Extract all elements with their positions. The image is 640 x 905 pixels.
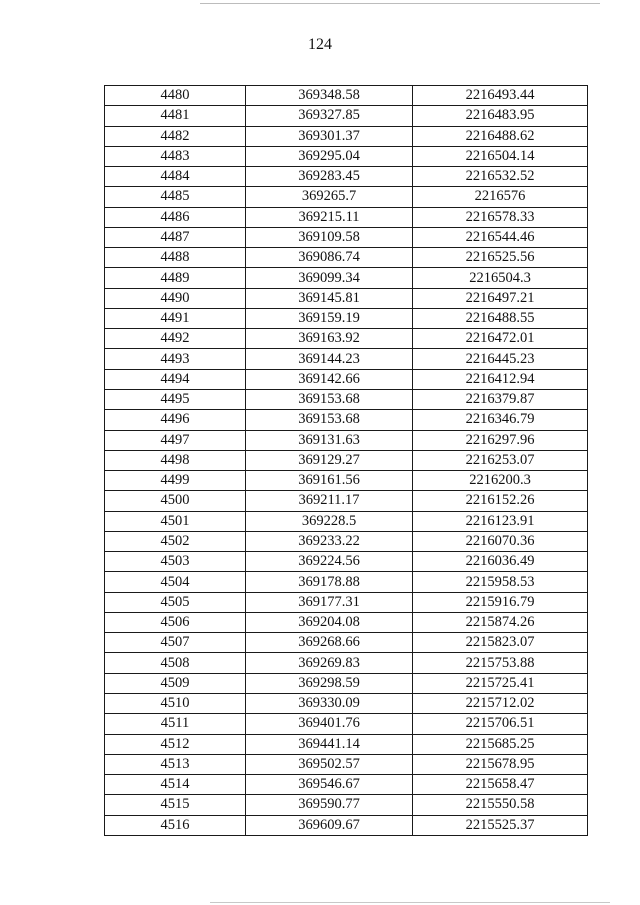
point-number-cell: 4491: [105, 308, 246, 328]
table-row: [105, 693, 588, 713]
point-number-cell: 4481: [105, 106, 246, 126]
y-coordinate-cell: 2216297.96: [413, 430, 588, 450]
point-number-cell: 4480: [105, 86, 246, 106]
point-number-cell: 4505: [105, 592, 246, 612]
point-number-cell: 4508: [105, 653, 246, 673]
x-coordinate-cell: 369086.74: [246, 248, 413, 268]
x-coordinate-cell: 369109.58: [246, 227, 413, 247]
x-coordinate-cell: 369441.14: [246, 734, 413, 754]
point-number-cell: 4490: [105, 288, 246, 308]
y-coordinate-cell: 2216532.52: [413, 167, 588, 187]
y-coordinate-cell: 2216346.79: [413, 410, 588, 430]
y-coordinate-cell: 2216488.55: [413, 308, 588, 328]
table-row: [105, 511, 588, 531]
y-coordinate-cell: 2216379.87: [413, 389, 588, 409]
table-row: [105, 207, 588, 227]
table-row: [105, 653, 588, 673]
table-row: [105, 815, 588, 835]
table-row: [105, 673, 588, 693]
x-coordinate-cell: 369401.76: [246, 714, 413, 734]
table-row: [105, 329, 588, 349]
point-number-cell: 4497: [105, 430, 246, 450]
x-coordinate-cell: 369178.88: [246, 572, 413, 592]
x-coordinate-cell: 369228.5: [246, 511, 413, 531]
x-coordinate-cell: 369142.66: [246, 369, 413, 389]
point-number-cell: 4482: [105, 126, 246, 146]
y-coordinate-cell: 2215712.02: [413, 693, 588, 713]
x-coordinate-cell: 369295.04: [246, 146, 413, 166]
x-coordinate-cell: 369590.77: [246, 795, 413, 815]
table-row: [105, 795, 588, 815]
point-number-cell: 4493: [105, 349, 246, 369]
point-number-cell: 4501: [105, 511, 246, 531]
y-coordinate-cell: 2215685.25: [413, 734, 588, 754]
y-coordinate-cell: 2215916.79: [413, 592, 588, 612]
x-coordinate-cell: 369144.23: [246, 349, 413, 369]
table-row: [105, 106, 588, 126]
x-coordinate-cell: 369224.56: [246, 552, 413, 572]
point-number-cell: 4506: [105, 612, 246, 632]
y-coordinate-cell: 2215725.41: [413, 673, 588, 693]
y-coordinate-cell: 2216472.01: [413, 329, 588, 349]
point-number-cell: 4511: [105, 714, 246, 734]
y-coordinate-cell: 2216578.33: [413, 207, 588, 227]
table-row: [105, 248, 588, 268]
table-row: [105, 369, 588, 389]
y-coordinate-cell: 2216152.26: [413, 491, 588, 511]
point-number-cell: 4500: [105, 491, 246, 511]
point-number-cell: 4487: [105, 227, 246, 247]
x-coordinate-cell: 369265.7: [246, 187, 413, 207]
page-number: 124: [308, 36, 332, 53]
x-coordinate-cell: 369298.59: [246, 673, 413, 693]
table-row: [105, 288, 588, 308]
table-row: [105, 146, 588, 166]
point-number-cell: 4492: [105, 329, 246, 349]
point-number-cell: 4496: [105, 410, 246, 430]
point-number-cell: 4488: [105, 248, 246, 268]
y-coordinate-cell: 2215550.58: [413, 795, 588, 815]
point-number-cell: 4483: [105, 146, 246, 166]
table-row: [105, 430, 588, 450]
x-coordinate-cell: 369348.58: [246, 86, 413, 106]
y-coordinate-cell: 2216504.3: [413, 268, 588, 288]
table-row: [105, 187, 588, 207]
x-coordinate-cell: 369609.67: [246, 815, 413, 835]
x-coordinate-cell: 369268.66: [246, 633, 413, 653]
y-coordinate-cell: 2216200.3: [413, 471, 588, 491]
point-number-cell: 4495: [105, 389, 246, 409]
x-coordinate-cell: 369215.11: [246, 207, 413, 227]
x-coordinate-cell: 369327.85: [246, 106, 413, 126]
point-number-cell: 4516: [105, 815, 246, 835]
table-row: [105, 389, 588, 409]
x-coordinate-cell: 369131.63: [246, 430, 413, 450]
scan-edge-top: [200, 3, 600, 4]
x-coordinate-cell: 369129.27: [246, 450, 413, 470]
coordinates-table-body: [105, 86, 588, 836]
y-coordinate-cell: 2215958.53: [413, 572, 588, 592]
point-number-cell: 4484: [105, 167, 246, 187]
y-coordinate-cell: 2215525.37: [413, 815, 588, 835]
point-number-cell: 4486: [105, 207, 246, 227]
x-coordinate-cell: 369204.08: [246, 612, 413, 632]
point-number-cell: 4489: [105, 268, 246, 288]
y-coordinate-cell: 2215753.88: [413, 653, 588, 673]
table-row: [105, 633, 588, 653]
table-row: [105, 268, 588, 288]
table-row: [105, 471, 588, 491]
table-row: [105, 754, 588, 774]
x-coordinate-cell: 369301.37: [246, 126, 413, 146]
x-coordinate-cell: 369145.81: [246, 288, 413, 308]
point-number-cell: 4512: [105, 734, 246, 754]
table-row: [105, 714, 588, 734]
y-coordinate-cell: 2216445.23: [413, 349, 588, 369]
table-row: [105, 775, 588, 795]
y-coordinate-cell: 2215658.47: [413, 775, 588, 795]
x-coordinate-cell: 369099.34: [246, 268, 413, 288]
x-coordinate-cell: 369177.31: [246, 592, 413, 612]
point-number-cell: 4502: [105, 531, 246, 551]
table-row: [105, 308, 588, 328]
table-row: [105, 410, 588, 430]
x-coordinate-cell: 369269.83: [246, 653, 413, 673]
point-number-cell: 4509: [105, 673, 246, 693]
table-row: [105, 491, 588, 511]
table-row: [105, 450, 588, 470]
scan-edge-bottom: [210, 902, 610, 903]
x-coordinate-cell: 369233.22: [246, 531, 413, 551]
x-coordinate-cell: 369159.19: [246, 308, 413, 328]
x-coordinate-cell: 369153.68: [246, 410, 413, 430]
x-coordinate-cell: 369330.09: [246, 693, 413, 713]
point-number-cell: 4515: [105, 795, 246, 815]
point-number-cell: 4507: [105, 633, 246, 653]
y-coordinate-cell: 2216123.91: [413, 511, 588, 531]
y-coordinate-cell: 2216412.94: [413, 369, 588, 389]
table-row: [105, 612, 588, 632]
y-coordinate-cell: 2216544.46: [413, 227, 588, 247]
point-number-cell: 4498: [105, 450, 246, 470]
y-coordinate-cell: 2216497.21: [413, 288, 588, 308]
y-coordinate-cell: 2216253.07: [413, 450, 588, 470]
x-coordinate-cell: 369283.45: [246, 167, 413, 187]
point-number-cell: 4514: [105, 775, 246, 795]
y-coordinate-cell: 2216493.44: [413, 86, 588, 106]
table-row: [105, 167, 588, 187]
y-coordinate-cell: 2215823.07: [413, 633, 588, 653]
table-row: [105, 126, 588, 146]
table-row: [105, 531, 588, 551]
table-row: [105, 227, 588, 247]
point-number-cell: 4494: [105, 369, 246, 389]
table-row: [105, 349, 588, 369]
y-coordinate-cell: 2215706.51: [413, 714, 588, 734]
y-coordinate-cell: 2215874.26: [413, 612, 588, 632]
x-coordinate-cell: 369163.92: [246, 329, 413, 349]
y-coordinate-cell: 2216525.56: [413, 248, 588, 268]
point-number-cell: 4499: [105, 471, 246, 491]
y-coordinate-cell: 2216504.14: [413, 146, 588, 166]
point-number-cell: 4510: [105, 693, 246, 713]
y-coordinate-cell: 2216036.49: [413, 552, 588, 572]
point-number-cell: 4485: [105, 187, 246, 207]
x-coordinate-cell: 369153.68: [246, 389, 413, 409]
x-coordinate-cell: 369546.67: [246, 775, 413, 795]
x-coordinate-cell: 369211.17: [246, 491, 413, 511]
y-coordinate-cell: 2216483.95: [413, 106, 588, 126]
x-coordinate-cell: 369161.56: [246, 471, 413, 491]
point-number-cell: 4504: [105, 572, 246, 592]
y-coordinate-cell: 2216070.36: [413, 531, 588, 551]
y-coordinate-cell: 2216488.62: [413, 126, 588, 146]
y-coordinate-cell: 2216576: [413, 187, 588, 207]
point-number-cell: 4513: [105, 754, 246, 774]
table-row: [105, 552, 588, 572]
x-coordinate-cell: 369502.57: [246, 754, 413, 774]
table-row: [105, 572, 588, 592]
table-row: [105, 86, 588, 106]
coordinates-table: [104, 85, 588, 836]
y-coordinate-cell: 2215678.95: [413, 754, 588, 774]
point-number-cell: 4503: [105, 552, 246, 572]
table-row: [105, 592, 588, 612]
table-row: [105, 734, 588, 754]
